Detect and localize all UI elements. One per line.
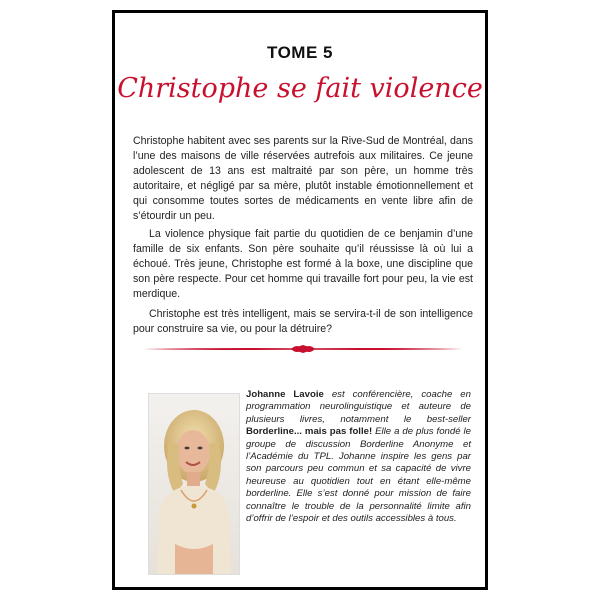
synopsis-text-3: Christophe est très intelligent, mais se servira-t-il de son intelligence pour construire sa vie, ou pour la détruire? [133,308,473,335]
synopsis-text-1: Christophe habitent avec ses parents sur la Rive-Sud de Montréal, dans l’une des maisons de ville réservées autrefois aux militaires. Ce jeune adolescent de 13 ans est maltraité par son père, un homme très autoritaire, et négligé par sa mère, plutôt instable émotionnellement et qui consomme toutes sortes de médicaments en vente libre afin de s’étourdir un peu. [133,135,473,222]
synopsis-paragraph-1 [133,134,473,224]
decorative-divider-icon [143,343,463,355]
author-portrait [148,393,240,575]
synopsis-text-2: La violence physique fait partie du quotidien de ce benjamin d’une famille de six enfants. Son père souhaite qu’il réussisse là où lui a échoué. Très jeune, Christophe est formé à la boxe, une discipline que son père respecte. Pour cet homme qui travaille fort pour peu, la vie est merdique. [133,228,473,300]
author-bio-text [246,389,471,525]
book-reference: Borderline... mais pas folle! [246,426,373,438]
tome-number: TOME 5 [267,43,333,62]
synopsis-paragraph-3 [133,307,473,337]
book-back-cover [112,10,488,590]
author-bio-rest: Elle a de plus fondé le groupe de discussion Borderline Anonyme et l’Académie du TPL. Johanne inspire les gens par son parcours peu commun et sa capacité de vivre heureuse au quotidien tout en étant elle-même borderline. Elle s’est donné pour mission de faire connaître le trouble de la personnalité limite afin d’offrir de l’espoir et des outils accessibles à tous. [246,426,471,525]
author-bio [246,389,471,525]
author-bio-intro: est conférencière, coache en programmation neurolinguistique et auteure de plusieurs livres, notamment le best-seller [246,389,471,425]
synopsis-paragraph-2 [133,227,473,302]
portrait-image-icon [149,394,239,574]
author-name: Johanne Lavoie [246,389,324,400]
book-title: Christophe se fait violence [117,73,483,104]
